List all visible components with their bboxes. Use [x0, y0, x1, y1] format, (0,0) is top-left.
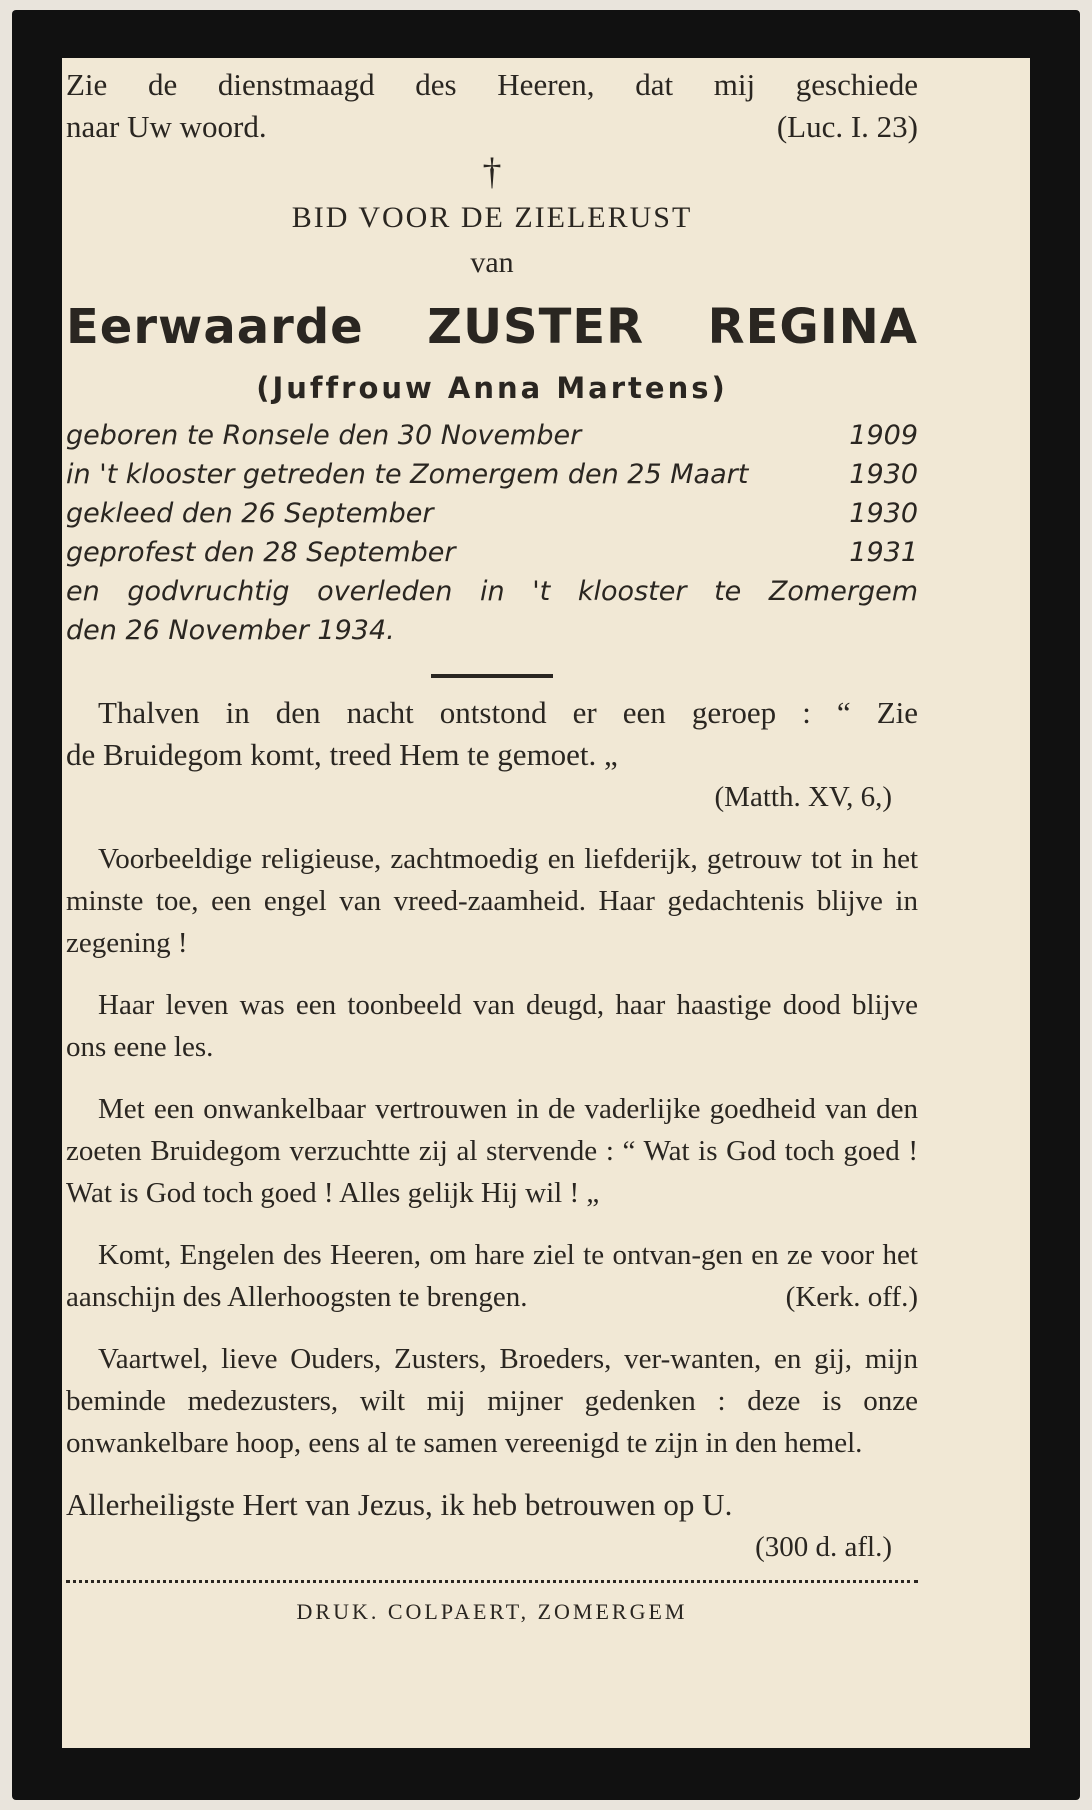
paragraph-1-line-2: de Bruidegom komt, treed Hem te gemoet. „	[66, 737, 618, 772]
bio-text: gekleed den 26 September	[66, 498, 434, 529]
bio-text: in 't klooster getreden te Zomergem den 25 Maart	[66, 459, 749, 490]
paragraph-4: Met een onwankelbaar vertrouwen in de vaderlijke goedheid van den zoeten Bruidegom verzuchtte zij al stervende : “ Wat is God toch goed ! Wat is God toch goed ! Alles gelijk Hij wil ! „	[66, 1093, 918, 1209]
paragraph-5-text: Komt, Engelen des Heeren, om hare ziel te ontvan-gen en ze voor het aanschijn des Allerhoogsten te brengen.	[66, 1239, 918, 1313]
paragraph-7: Allerheiligste Hert van Jezus, ik heb betrouwen op U.	[66, 1487, 733, 1522]
bio-line	[66, 572, 918, 611]
cross-icon: †	[482, 151, 502, 193]
printer-credit: DRUK. COLPAERT, ZOMERGEM	[296, 1599, 688, 1624]
bio-text: geprofest den 28 September	[66, 537, 456, 568]
bio-year: 1930	[849, 459, 918, 490]
card-content	[66, 64, 918, 1627]
scripture-reference: (Luc. I. 23)	[776, 109, 918, 144]
scripture-line-2	[66, 106, 918, 148]
biography	[66, 416, 918, 650]
paragraph-6: Vaartwel, lieve Ouders, Zusters, Broeders, ver-wanten, en gij, mijn beminde medezusters, wilt mij mijner gedenken : deze is onze onwankelbare hoop, eens al te samen vereenigd te zijn in den hemel.	[66, 1343, 918, 1459]
paragraph-5	[66, 1234, 918, 1318]
bio-text: en godvruchtig overleden in 't klooster te Zomergem	[66, 576, 918, 607]
bio-line	[66, 533, 918, 572]
van-word: van	[470, 246, 514, 279]
bio-year: 1909	[849, 420, 918, 451]
paragraph-2: Voorbeeldige religieuse, zachtmoedig en liefderijk, getrouw tot in het minste toe, een engel van vreed-zaamheid. Haar gedachtenis blijve in zegening !	[66, 843, 918, 959]
paragraph-5-reference: (Kerk. off.)	[785, 1281, 918, 1313]
bio-line	[66, 455, 918, 494]
paragraph-3: Haar leven was een toonbeeld van deugd, haar haastige dood blijve ons eene les.	[66, 989, 918, 1063]
dotted-rule	[66, 1580, 918, 1583]
bio-line	[66, 494, 918, 533]
bio-text: den 26 November 1934.	[66, 615, 395, 646]
bio-text: geboren te Ronsele den 30 November	[66, 420, 582, 451]
divider-rule	[431, 674, 553, 678]
paragraph-1-reference: (Matth. XV, 6,)	[714, 781, 892, 813]
paragraph-7-reference: (300 d. afl.)	[755, 1531, 892, 1563]
prayer-heading: BID VOOR DE ZIELERUST	[291, 201, 693, 234]
maiden-name: (Juffrouw Anna Martens)	[256, 371, 728, 405]
bio-line	[66, 416, 918, 455]
scripture-text-end: naar Uw woord.	[66, 109, 267, 144]
bio-year: 1931	[849, 537, 918, 568]
bio-line	[66, 611, 918, 650]
bio-year: 1930	[849, 498, 918, 529]
scripture-line-1: Zie de dienstmaagd des Heeren, dat mij geschiede	[66, 67, 918, 102]
paragraph-1-line-1: Thalven in den nacht ontstond er een geroep : “ Zie	[98, 695, 918, 730]
deceased-name: Eerwaarde ZUSTER REGINA	[66, 299, 918, 355]
